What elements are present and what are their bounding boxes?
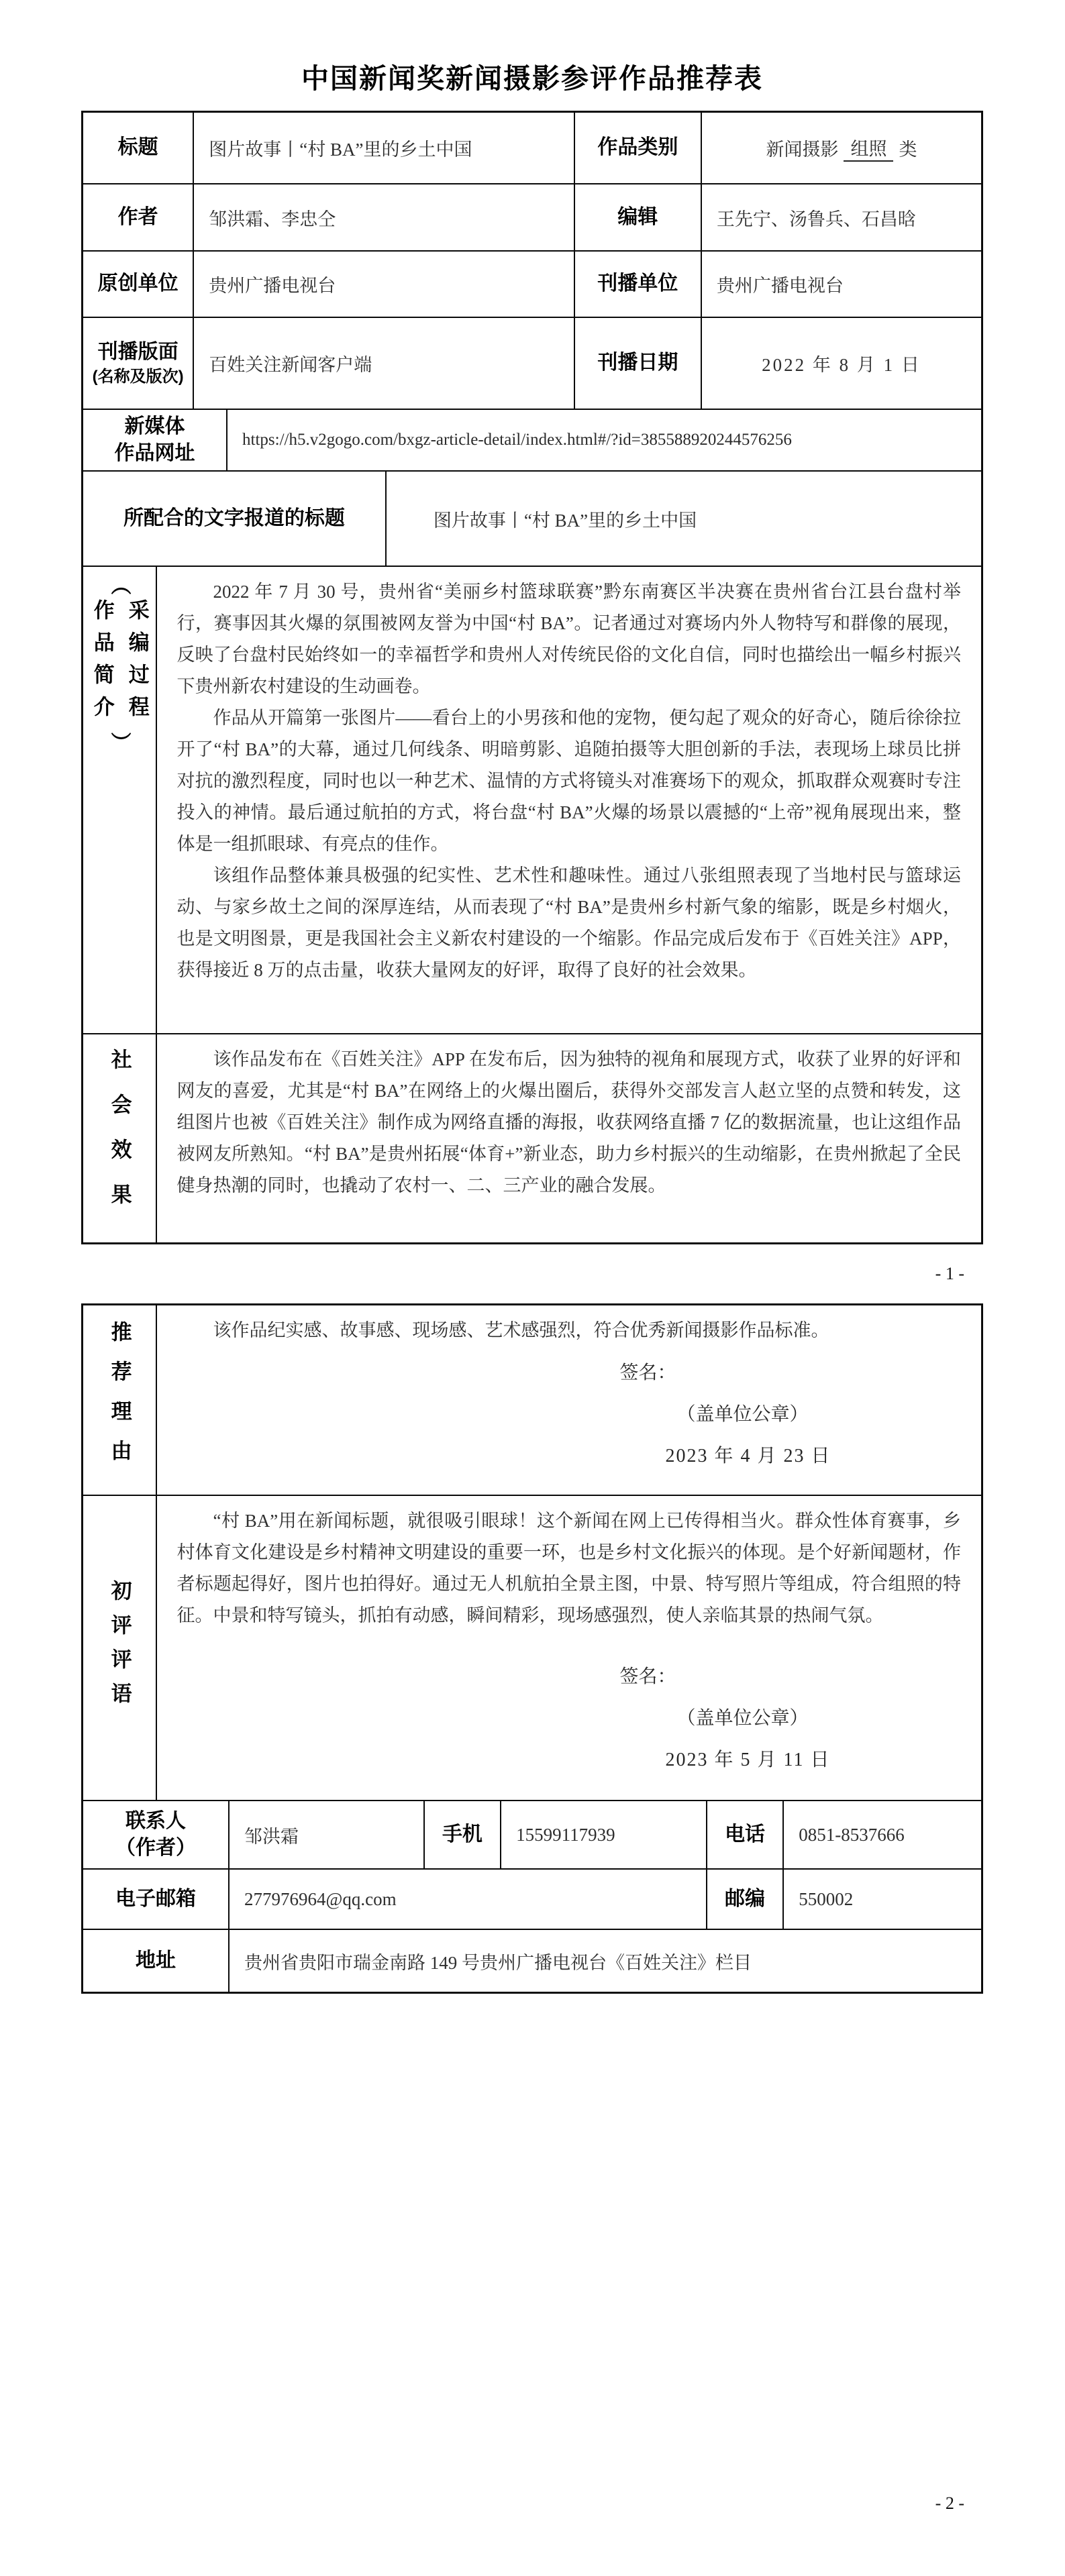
initial-review-sign-block xyxy=(177,1658,962,1779)
title-value: 图片故事丨“村 BA”里的乡土中国 xyxy=(193,113,574,183)
row-author-editor xyxy=(83,183,981,250)
url-label-line1: 新媒体 xyxy=(124,415,185,437)
recommend-sign-block xyxy=(177,1354,962,1475)
intro-label-vertical xyxy=(85,599,154,728)
author-label: 作者 xyxy=(117,205,158,228)
contact-person-label-line1: 联系人 xyxy=(125,1809,186,1832)
intro-paren-open: （ xyxy=(108,575,131,595)
intro-paren-close: ） xyxy=(108,732,131,752)
layout-label-line1: 刊播版面 xyxy=(97,341,179,364)
mobile-label: 手机 xyxy=(423,1801,500,1868)
intro-paragraph-2: 作品从开篇第一张图片——看台上的小男孩和他的宠物，便勾起了观众的好奇心，随后徐徐拉开了“村 BA”的大幕，通过几何线条、明暗剪影、追随拍摄等大胆创新的手法，表现场上球员比拼对抗的激烈程度，同时也以一种艺术、温情的方式将镜头对准赛场下的观众，抓取群众观赛时专注投入的神情。最后通过航拍的方式，将台盘“村 BA”火爆的场景以震撼的“上帝”视角展现出来，整体是一组抓眼球、有亮点的佳作。 xyxy=(176,708,961,854)
phone-label: 电话 xyxy=(706,1801,782,1868)
category-underlined: 组照 xyxy=(844,134,893,162)
page1-footer: - 1 - xyxy=(935,1264,964,1283)
row-recommend-reason xyxy=(83,1305,981,1495)
layout-label xyxy=(83,318,193,409)
initial-review-sign-label: 签名： xyxy=(619,1666,676,1687)
zip-value: 550002 xyxy=(782,1870,981,1929)
url-label-line2: 作品网址 xyxy=(114,442,195,464)
document-content xyxy=(81,0,983,2524)
text-report-value: 图片故事丨“村 BA”里的乡土中国 xyxy=(385,472,981,566)
social-effect-text xyxy=(156,1034,982,1242)
orig-unit-value: 贵州广播电视台 xyxy=(193,252,573,317)
row-url xyxy=(83,409,981,470)
initial-review-date: 2023 年 5 月 11 日 xyxy=(665,1750,831,1770)
initial-review-label xyxy=(83,1496,156,1800)
layout-value: 百姓关注新闻客户端 xyxy=(193,318,574,409)
initial-review-label-text: 初评评语 xyxy=(107,1579,132,1717)
pub-unit-value: 贵州广播电视台 xyxy=(701,252,981,317)
editor-value: 王先宁、汤鲁兵、石昌晗 xyxy=(701,184,981,250)
layout-label-line2: (名称及版次) xyxy=(92,367,184,386)
recommend-reason-label-text: 推荐理由 xyxy=(107,1321,132,1479)
evaluation-table xyxy=(81,1303,983,1994)
row-intro xyxy=(83,566,981,1033)
url-label xyxy=(83,410,226,470)
category-value xyxy=(701,113,981,183)
row-social-effect xyxy=(83,1033,981,1242)
pub-date-value: 2022 年 8 月 1 日 xyxy=(701,318,981,409)
address-label: 地址 xyxy=(136,1949,176,1972)
page-title: 中国新闻奖新闻摄影参评作品推荐表 xyxy=(301,63,763,94)
email-label: 电子邮箱 xyxy=(115,1887,196,1910)
email-value: 277976964@qq.com xyxy=(228,1870,706,1929)
category-suffix: 类 xyxy=(899,140,917,160)
initial-review-content xyxy=(156,1496,982,1800)
row-address xyxy=(83,1929,981,1992)
intro-label-col-right: 采编过程 xyxy=(125,599,149,728)
title-label: 标题 xyxy=(117,136,158,159)
text-report-label: 所配合的文字报道的标题 xyxy=(123,506,345,529)
mobile-value: 15599117939 xyxy=(500,1801,706,1868)
intro-label-col-left: 作品简介 xyxy=(90,599,114,728)
orig-unit-label: 原创单位 xyxy=(97,272,179,295)
contact-person-label-line2: （作者） xyxy=(115,1837,196,1859)
intro-text xyxy=(156,567,982,1033)
address-value: 贵州省贵阳市瑞金南路 149 号贵州广播电视台《百姓关注》栏目 xyxy=(228,1930,981,1992)
social-effect-label-text: 社会效果 xyxy=(107,1049,132,1228)
contact-person-label xyxy=(83,1801,228,1868)
row-layout-date xyxy=(83,317,981,409)
pub-date-label: 刊播日期 xyxy=(574,318,701,409)
recommend-reason-content xyxy=(156,1305,982,1495)
recommend-reason-text: 该作品纪实感、故事感、现场感、艺术感强烈，符合优秀新闻摄影作品标准。 xyxy=(213,1320,829,1340)
entry-info-table xyxy=(81,111,983,1244)
author-value: 邹洪霜、李忠仝 xyxy=(193,184,573,250)
category-prefix: 新闻摄影 xyxy=(766,140,839,160)
recommend-reason-label xyxy=(83,1305,156,1495)
row-text-report-title xyxy=(83,470,981,566)
initial-review-text: “村 BA”用在新闻标题，就很吸引眼球！这个新闻在网上已传得相当火。群众性体育赛事，乡村体育文化建设是乡村精神文明建设的重要一环，也是乡村文化振兴的体现。是个好新闻题材，作者标题起得好，图片也拍得好。通过无人机航拍全景主图，中景、特写照片等组成，符合组照的特征。中景和特写镜头，抓拍有动感，瞬间精彩，现场感强烈，使人亲临其景的热闹气氛。 xyxy=(176,1511,961,1625)
intro-label xyxy=(83,567,156,1033)
category-label: 作品类别 xyxy=(574,113,701,183)
page2-footer: - 2 - xyxy=(935,2493,964,2513)
contact-person-value: 邹洪霜 xyxy=(228,1801,423,1868)
row-email-zip xyxy=(83,1868,981,1929)
row-contact xyxy=(83,1800,981,1868)
social-effect-paragraph: 该作品发布在《百姓关注》APP 在发布后，因为独特的视角和展现方式，收获了业界的好评和网友的喜爱，尤其是“村 BA”在网络上的火爆出圈后，获得外交部发言人赵立坚的点赞和转发，这组图片也被《百姓关注》制作成为网络直播的海报，收获网络直播 7 亿的数据流量，也让这组作品被网友所熟知。“村 BA”是贵州拓展“体育+”新业态，助力乡村振兴的生动缩影，在贵州掀起了全民健身热潮的同时，也撬动了农村一、二、三产业的融合发展。 xyxy=(176,1049,961,1195)
initial-review-seal-note: （盖单位公章） xyxy=(676,1708,809,1729)
recommend-sign-label: 签名： xyxy=(619,1362,676,1383)
intro-paragraph-1: 2022 年 7 月 30 号，贵州省“美丽乡村篮球联赛”黔东南赛区半决赛在贵州省台江县台盘村举行，赛事因其火爆的氛围被网友誉为中国“村 BA”。记者通过对赛场内外人物特写和群像的展现，反映了台盘村民始终如一的幸福哲学和贵州人对传统民俗的文化自信，同时也描绘出一幅乡村振兴下贵州新农村建设的生动画卷。 xyxy=(176,582,961,696)
intro-paragraph-3: 该组作品整体兼具极强的纪实性、艺术性和趣味性。通过八张组照表现了当地村民与篮球运动、与家乡故土之间的深厚连结，从而表现了“村 BA”是贵州乡村新气象的缩影，既是乡村烟火，也是文明图景，更是我国社会主义新农村建设的一个缩影。作品完成后发布于《百姓关注》APP，获得接近 8 万的点击量，收获大量网友的好评，取得了良好的社会效果。 xyxy=(176,865,961,980)
recommend-date: 2023 年 4 月 23 日 xyxy=(665,1446,831,1466)
zip-label: 邮编 xyxy=(706,1870,782,1929)
social-effect-label xyxy=(83,1034,156,1242)
row-initial-review xyxy=(83,1495,981,1800)
phone-value: 0851-8537666 xyxy=(782,1801,981,1868)
pub-unit-label: 刊播单位 xyxy=(574,252,701,317)
row-units xyxy=(83,250,981,317)
recommend-seal-note: （盖单位公章） xyxy=(676,1404,809,1425)
editor-label: 编辑 xyxy=(574,184,701,250)
row-title-category xyxy=(83,113,981,183)
url-value: https://h5.v2gogo.com/bxgz-article-detail/index.html#/?id=385588920244576256 xyxy=(226,410,981,470)
